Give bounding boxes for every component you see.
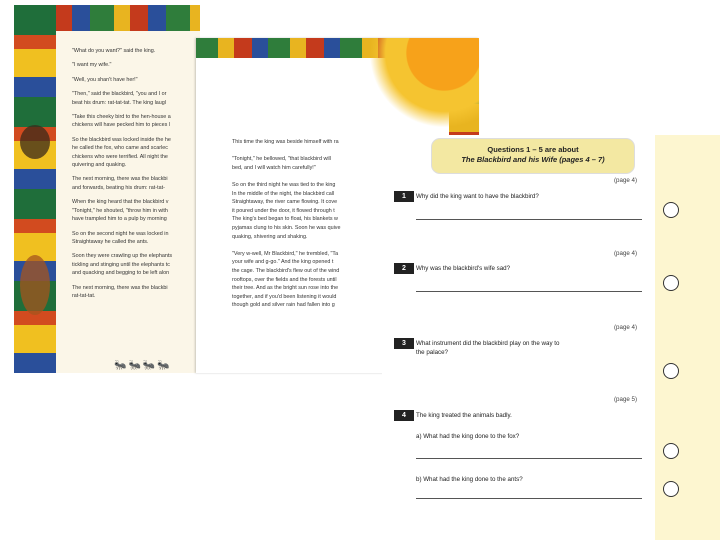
question-4b-answer-line[interactable] bbox=[416, 498, 642, 499]
story-line: So on the second night he was locked in bbox=[72, 230, 169, 237]
story-line: "What do you want?" said the king. bbox=[72, 48, 156, 54]
question-3-page-ref: (page 4) bbox=[614, 324, 638, 331]
blackbird-illustration-icon bbox=[20, 125, 50, 159]
question-4b-text: b) What had the king done to the ants? bbox=[416, 476, 523, 483]
story-line: he called the fox, who came and scarlec bbox=[72, 145, 168, 152]
story-line: beat his drum: rat-tat-tat. The king laugl bbox=[72, 99, 166, 106]
story-line: quivering and quaking. bbox=[72, 162, 127, 169]
story-line: "Take this cheeky bird to the hen-house a bbox=[72, 114, 171, 121]
binder-hole-icon bbox=[663, 275, 679, 291]
question-3-text: What instrument did the blackbird play on the way to bbox=[416, 340, 560, 347]
question-4-text: The king treated the animals badly. bbox=[416, 412, 512, 419]
question-2-page-ref: (page 4) bbox=[614, 250, 638, 257]
question-1-number: 1 bbox=[394, 191, 414, 202]
question-4a-text: a) What had the king done to the fox? bbox=[416, 433, 520, 440]
question-1-page-ref: (page 4) bbox=[614, 177, 638, 184]
story-line: have trampled him to a pulp by morning bbox=[72, 216, 167, 223]
questions-header-line1: Questions 1 – 5 are about bbox=[487, 145, 579, 154]
binder-hole-icon bbox=[663, 202, 679, 218]
story-line: Straightaway, the river came flowing. It cove bbox=[232, 199, 338, 206]
question-2-answer-line[interactable] bbox=[416, 291, 642, 292]
decorative-border-left bbox=[14, 5, 56, 373]
sun-illustration-icon bbox=[369, 38, 479, 128]
question-2-text: Why was the blackbird's wife sad? bbox=[416, 265, 511, 272]
story-text-left bbox=[72, 47, 200, 300]
binder-strip bbox=[655, 135, 720, 540]
story-line: and quacking and begging to be left alon bbox=[72, 270, 170, 277]
question-4-page-ref: (page 5) bbox=[614, 396, 638, 403]
story-line: "I want my wife." bbox=[72, 62, 112, 69]
story-line: chickens who were terrified. All night the bbox=[72, 153, 168, 160]
question-3-number: 3 bbox=[394, 338, 414, 349]
story-line: "Very w-well, Mr Blackbird," he trembled, "Ta bbox=[232, 250, 339, 257]
story-line: chickens will have pecked him to pieces l bbox=[72, 122, 170, 129]
story-line: "Tonight," he bellowed, "that blackbird will bbox=[232, 156, 331, 163]
story-line: though gold and silver rain had fallen into g bbox=[232, 302, 335, 309]
story-line: So the blackbird was locked inside the he bbox=[72, 136, 171, 143]
story-line: their tree. And as the bright sun rose into the bbox=[232, 285, 339, 292]
story-line: it poured under the door, it flowed through t bbox=[232, 207, 335, 214]
binder-hole-icon bbox=[663, 481, 679, 497]
story-line: "Then," said the blackbird, "you and I or bbox=[72, 91, 167, 98]
story-line: bed, and I will watch him carefully!" bbox=[232, 164, 316, 171]
story-line: pyjamas clung to his skin. Soon he was quive bbox=[232, 224, 341, 231]
question-4-number: 4 bbox=[394, 410, 414, 421]
story-line: Straightaway he called the ants. bbox=[72, 238, 149, 245]
questions-header-line2: The Blackbird and his Wife (pages 4 – 7) bbox=[461, 155, 605, 164]
story-line: your wife and g-go." And the king opened t bbox=[232, 259, 334, 266]
story-line: the cage. The blackbird's flew out of the wind bbox=[232, 267, 340, 274]
story-line: Soon they were crawling up the elephants bbox=[72, 253, 173, 260]
fox-illustration-icon bbox=[20, 255, 50, 315]
story-page-left bbox=[14, 5, 200, 373]
question-2-number: 2 bbox=[394, 263, 414, 274]
story-line: In the middle of the night, the blackbird call bbox=[232, 190, 335, 197]
story-line: So on the third night he was tied to the king bbox=[232, 181, 336, 188]
story-line: When the king heard that the blackbird v bbox=[72, 199, 169, 206]
questions-header bbox=[432, 139, 634, 173]
question-3-text-cont: the palace? bbox=[416, 349, 448, 356]
story-line: rooftops, over the fields and the forests until bbox=[232, 276, 337, 283]
story-line: "Well, you shan't have her!" bbox=[72, 76, 138, 83]
story-line: quaking, shivering and shaking. bbox=[232, 233, 308, 240]
story-line: together, and if you'd been listening it would bbox=[232, 293, 337, 300]
story-line: tickling and stinging until the elephants tc bbox=[72, 261, 170, 268]
story-line: This time the king was beside himself with ra bbox=[232, 139, 339, 145]
question-1-answer-line[interactable] bbox=[416, 219, 642, 220]
binder-hole-icon bbox=[663, 443, 679, 459]
question-panel bbox=[382, 135, 652, 540]
story-line: The next morning, there was the blackbi bbox=[72, 284, 168, 291]
story-line: The king's bed began to float, his blankets w bbox=[232, 216, 338, 223]
question-1-text: Why did the king want to have the blackbird? bbox=[416, 193, 539, 200]
story-line: "Tonight," he shouted, "throw him in with bbox=[72, 207, 168, 214]
story-line: The next morning, there was the blackbi bbox=[72, 176, 168, 183]
binder-hole-icon bbox=[663, 363, 679, 379]
question-4a-answer-line[interactable] bbox=[416, 458, 642, 459]
story-line: rat-tat-tat. bbox=[72, 292, 96, 299]
story-line: and forwards, beating his drum: rat-tat- bbox=[72, 184, 165, 191]
ants-illustration-icon: 🐜🐜🐜🐜 bbox=[114, 360, 172, 371]
